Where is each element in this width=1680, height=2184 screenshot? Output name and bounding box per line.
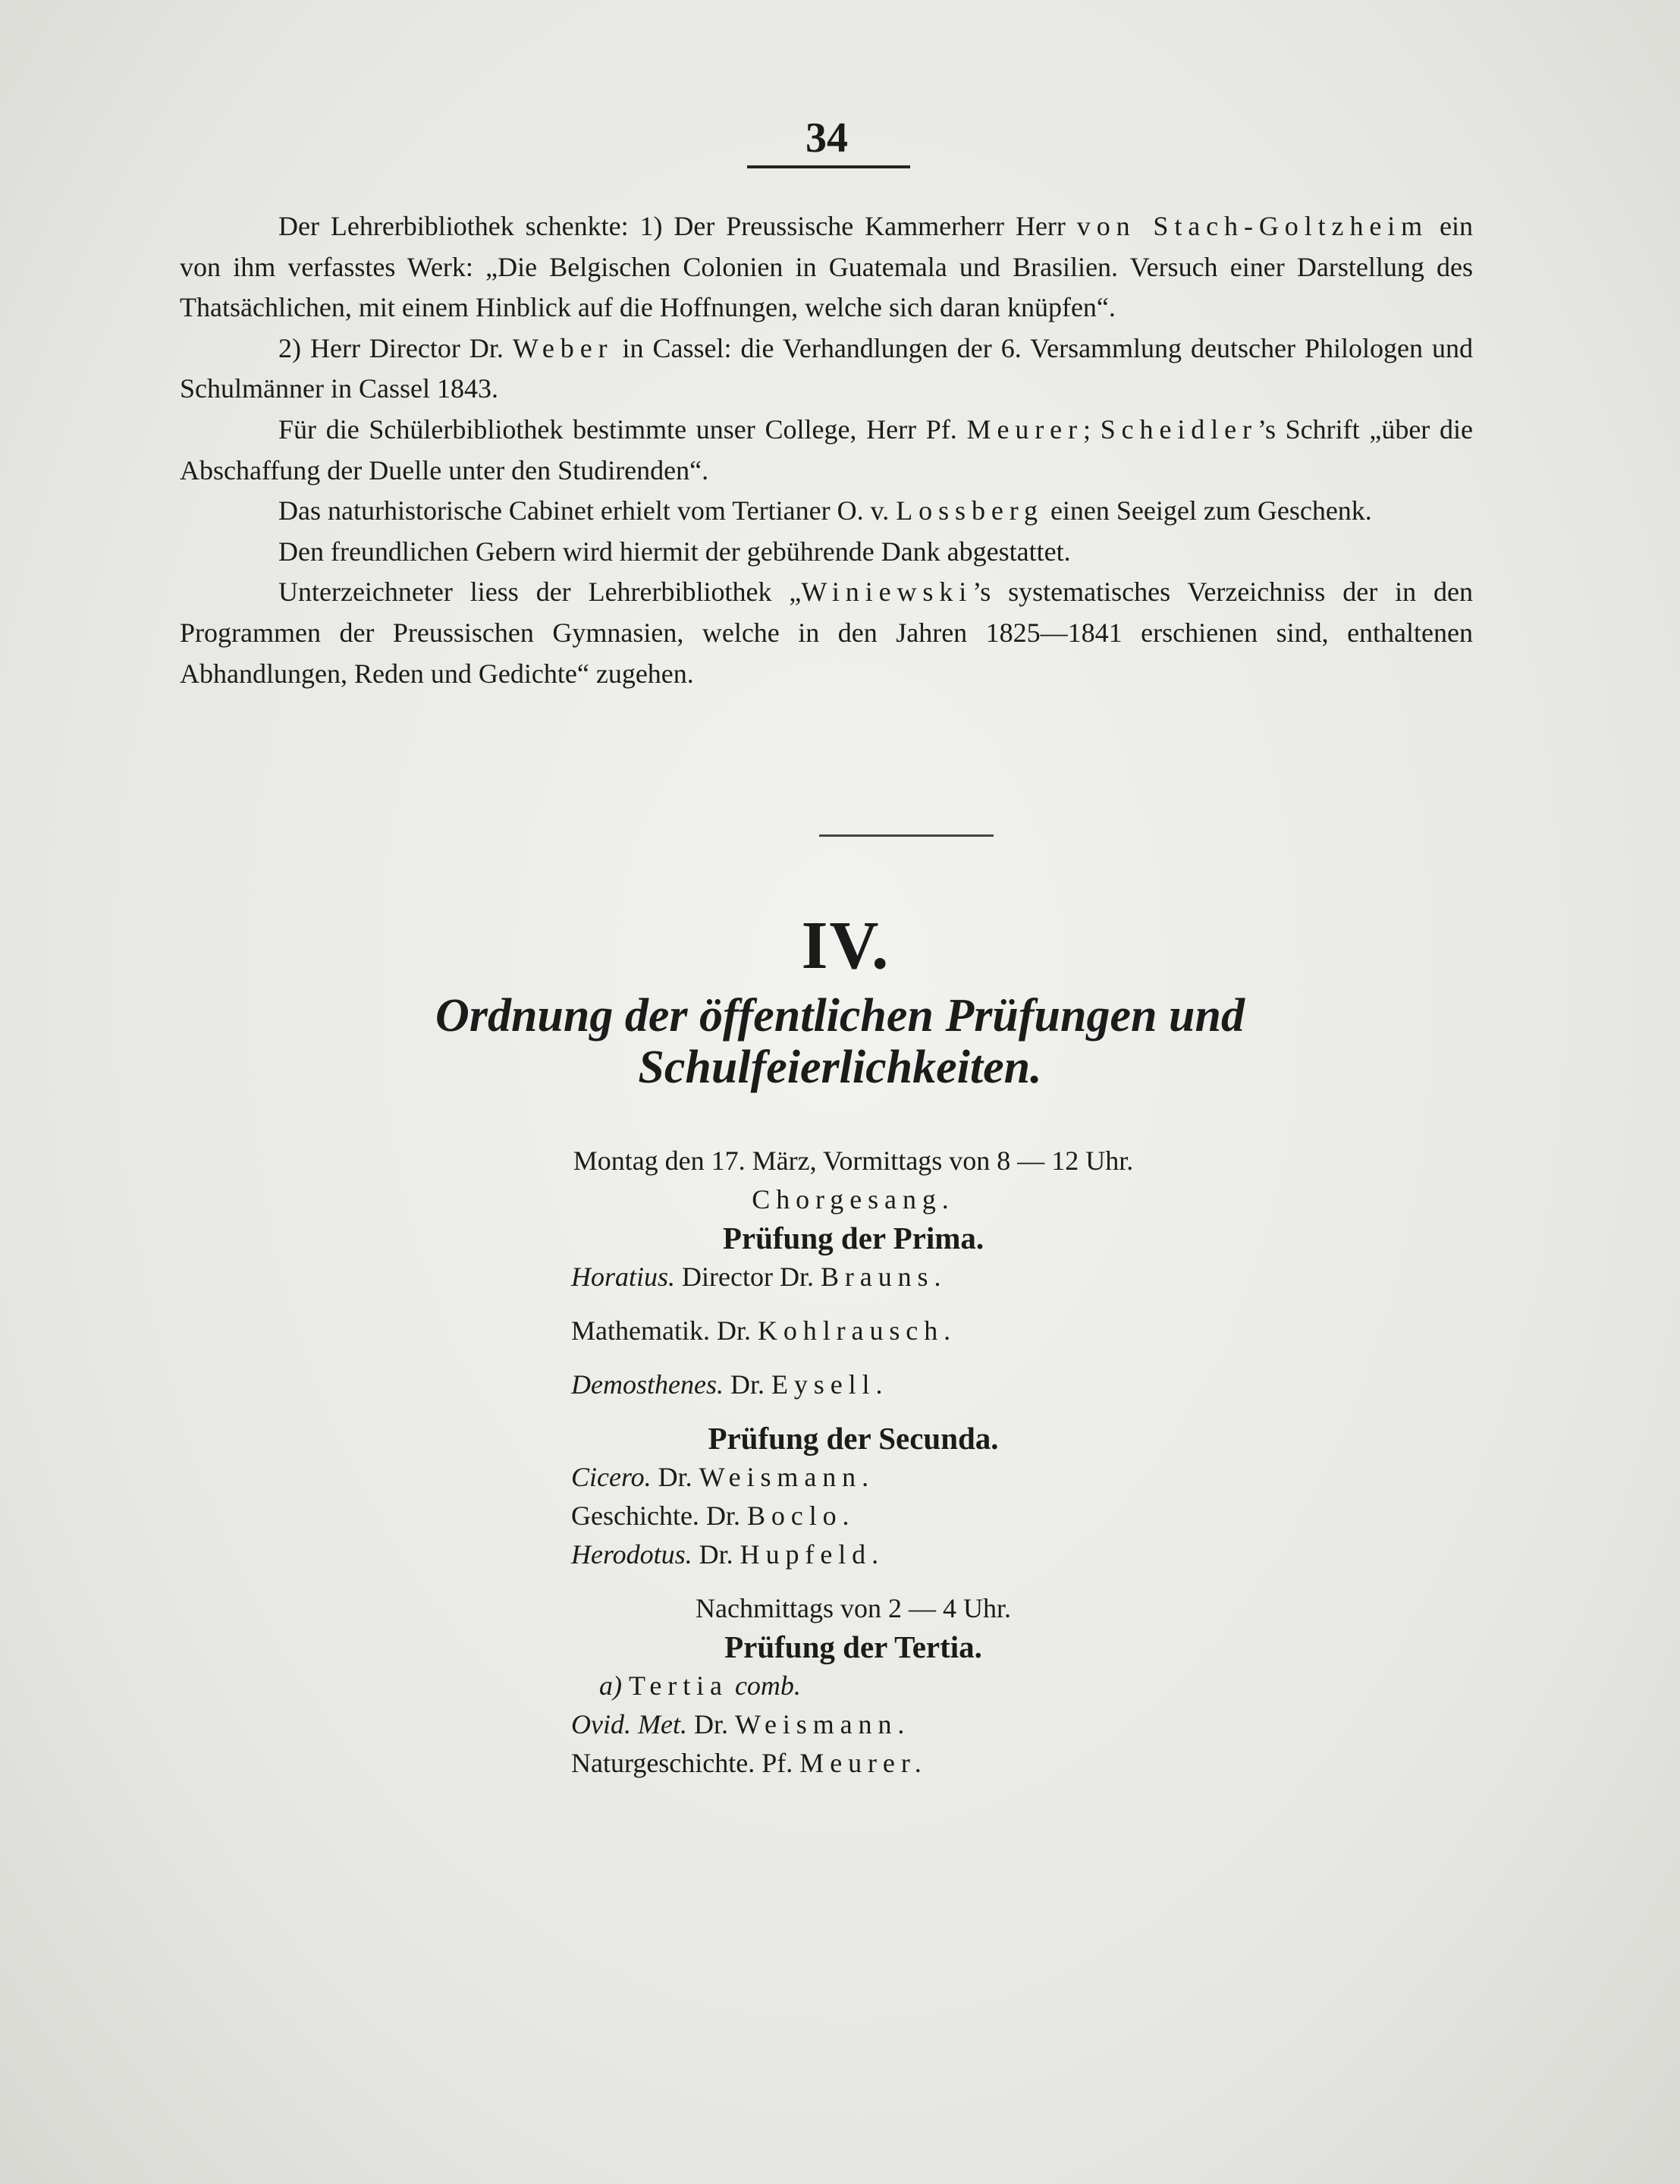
spacer	[455, 1574, 1251, 1589]
schedule-entry: Herodotus. Dr. Hupfeld.	[571, 1539, 884, 1570]
schedule-entry: Ovid. Met. Dr. Weismann.	[571, 1709, 911, 1739]
section-title-line: Ordnung der öffentlichen Prüfungen und	[435, 990, 1245, 1042]
schedule-entry: Cicero. Dr. Weismann.	[571, 1462, 875, 1492]
schedule-entry: Geschichte. Dr. Boclo.	[571, 1501, 856, 1531]
paragraph-dank: Den freundlichen Gebern wird hiermit der gebührende Dank abgestattet.	[278, 536, 1071, 567]
secunda-heading: Prüfung der Secunda.	[708, 1421, 999, 1456]
prima-heading: Prüfung der Prima.	[722, 1221, 984, 1255]
paragraph-cabinet: Das naturhistorische Cabinet erhielt vom Tertianer O. v. Lossberg einen Seeigel zum Geschenk.	[278, 495, 1372, 526]
exam-schedule	[455, 1142, 1251, 1783]
tertia-heading: Prüfung der Tertia.	[724, 1629, 982, 1664]
schedule-entry: Naturgeschichte. Pf. Meurer.	[571, 1748, 928, 1778]
spacer	[455, 1296, 1251, 1312]
page-number: 34	[805, 115, 848, 162]
paragraph-weber: 2) Herr Director Dr. Weber in Cassel: die Verhandlungen der 6. Versammlung deutscher Philologen und Schulmänner in Cassel 1843.	[180, 332, 1473, 404]
schedule-entry: Demosthenes. Dr. Eysell.	[571, 1369, 889, 1400]
schedule-entry: Mathematik. Dr. Kohlrausch.	[571, 1315, 957, 1346]
paragraph-lehrerbibliothek: Der Lehrerbibliothek schenkte: 1) Der Preussische Kammerherr Herr von Stach-Goltzheim ein von ihm verfasstes Werk: „Die Belgischen Colonien in Guatemala und Brasilien. Versuch einer Darstellung des Thatsächlichen, mit einem Hinblick auf die Hoffnungen, welche sich daran knüpfen“.	[180, 211, 1473, 323]
paragraph-schuelerbibliothek: Für die Schülerbibliothek bestimmte unser College, Herr Pf. Meurer; Scheidler’s Schrift „über die Abschaffung der Duelle unter den Studirenden“.	[180, 413, 1473, 486]
spacer	[455, 1350, 1251, 1365]
section-title-line: Schulfeierlichkeiten.	[638, 1042, 1042, 1093]
paragraph-winiewski: Unterzeichneter liess der Lehrerbibliothek „Winiewski’s systematisches Verzeichniss der in den Programmen der Preussischen Gymnasien, welche in den Jahren 1825—1841 erschienen sind, enthaltenen Abhandlungen, Reden und Gedichte“ zugehen.	[180, 577, 1473, 689]
donations-text	[180, 206, 1473, 694]
schedule-entry: Horatius. Director Dr. Brauns.	[571, 1262, 947, 1292]
page-number-rule	[747, 165, 910, 168]
section-title	[258, 990, 1422, 1093]
spacer	[455, 1404, 1251, 1419]
morning-time: Montag den 17. März, Vormittags von 8 — 12 Uhr.	[573, 1145, 1134, 1176]
afternoon-time: Nachmittags von 2 — 4 Uhr.	[696, 1593, 1011, 1623]
tertia-subheading: a) Tertia comb.	[599, 1670, 801, 1701]
section-separator	[819, 834, 994, 837]
section-numeral: IV.	[801, 908, 890, 983]
chorgesang: Chorgesang.	[752, 1184, 955, 1215]
